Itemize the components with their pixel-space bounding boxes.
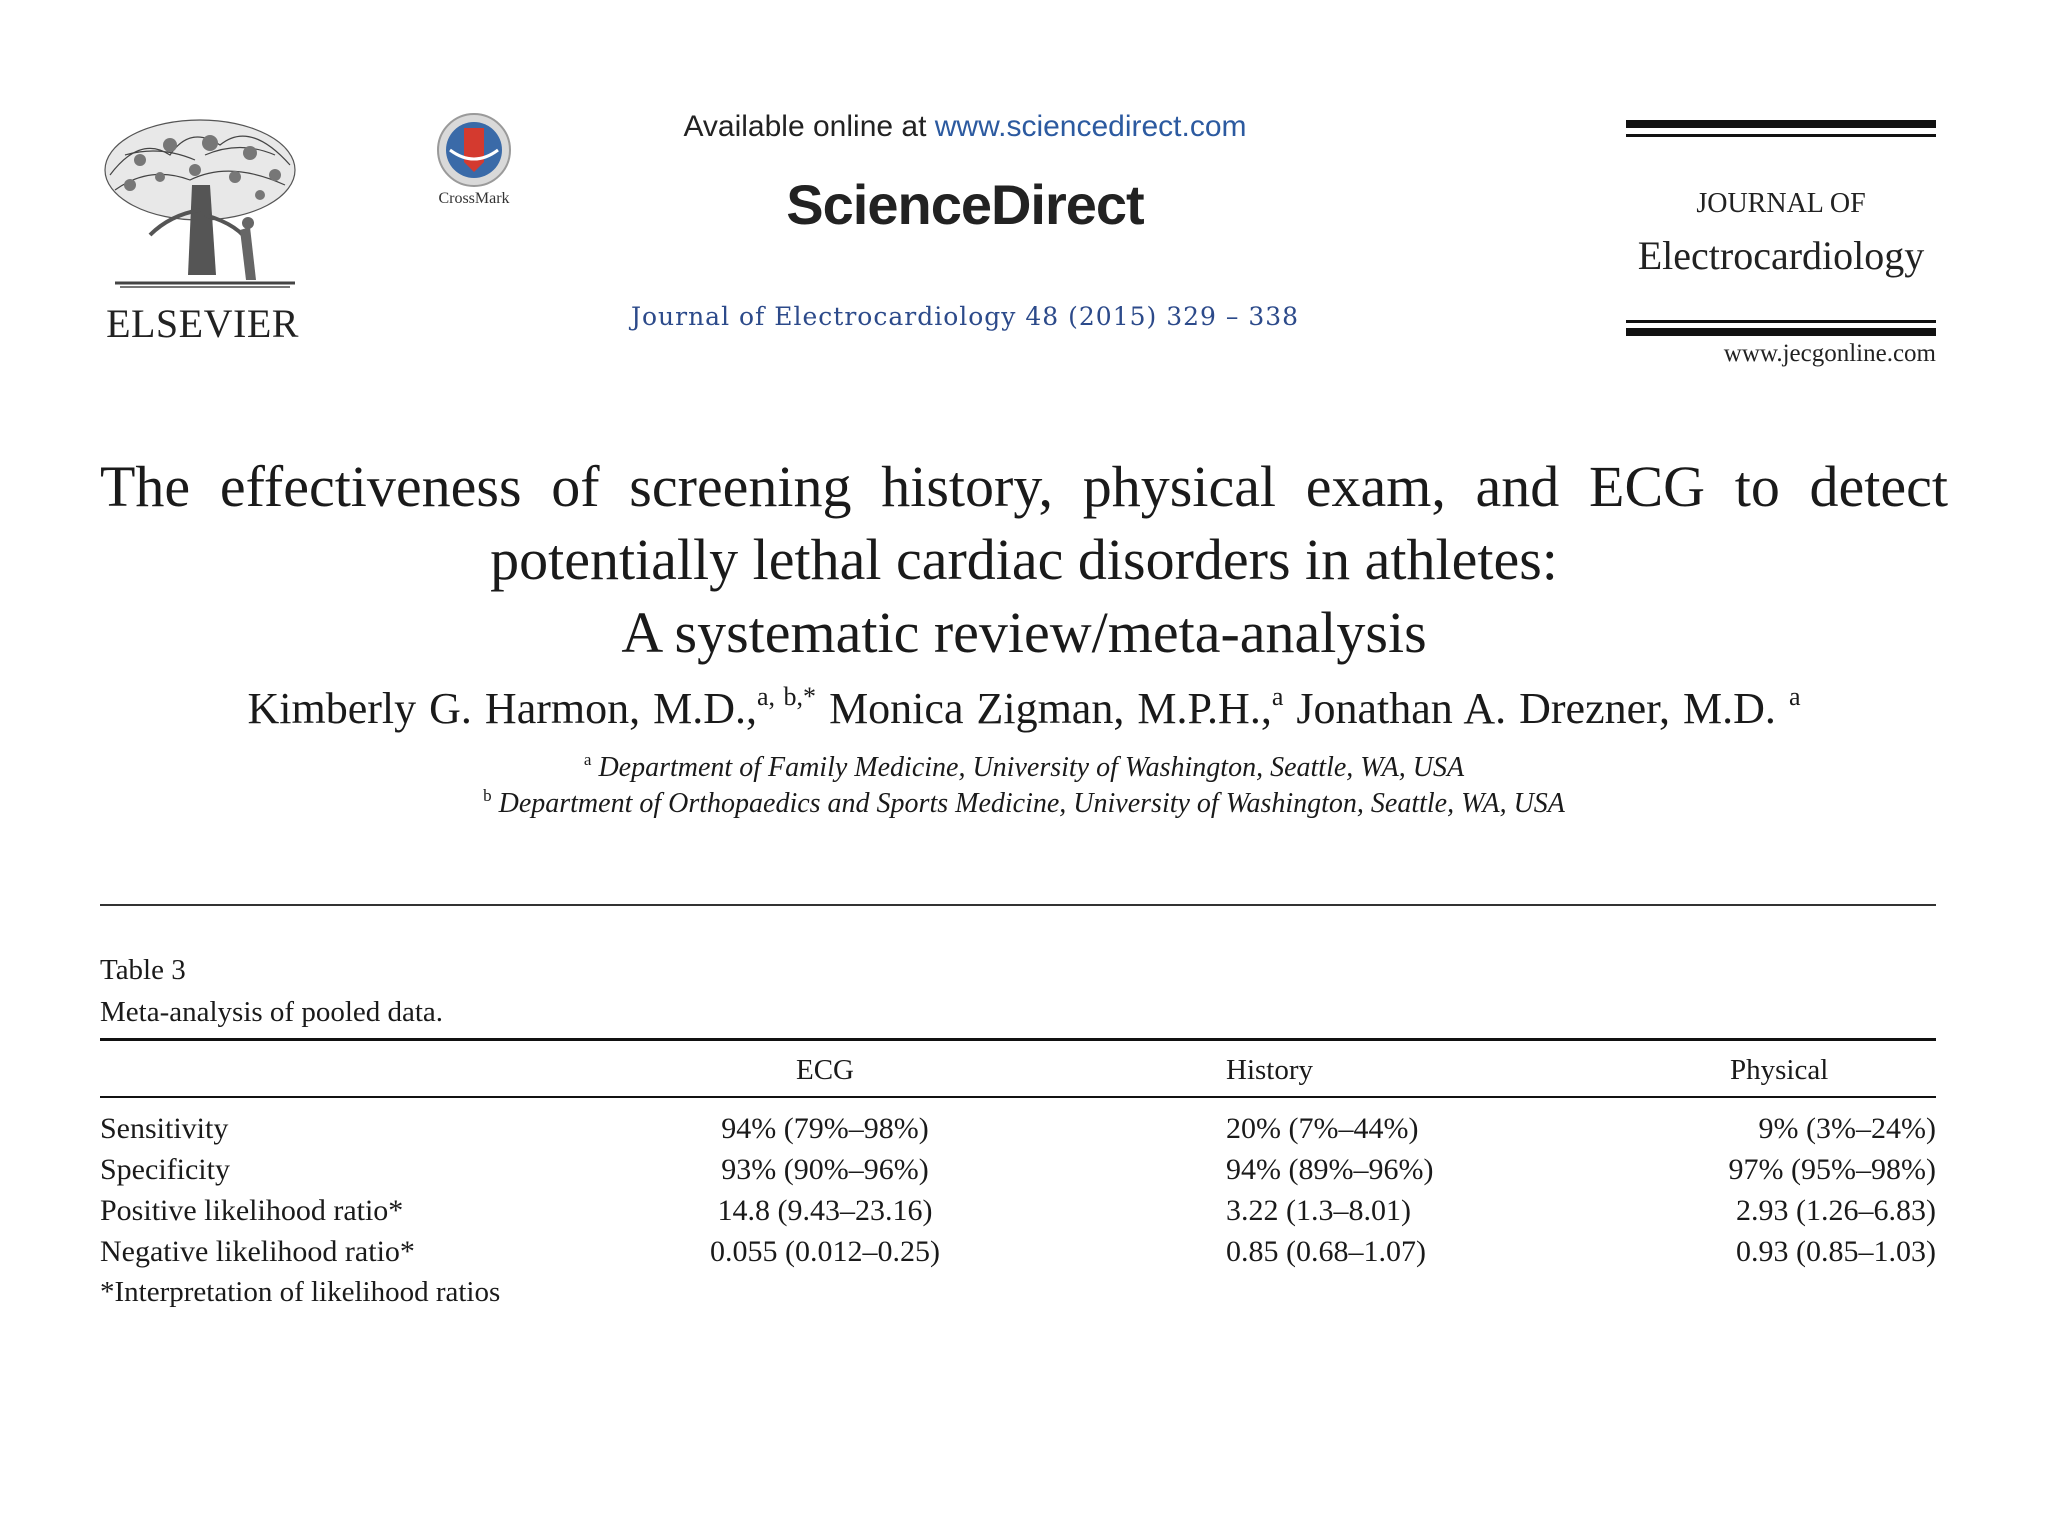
table-cell: 0.055 (0.012–0.25): [710, 1235, 940, 1268]
author-name: Monica Zigman, M.P.H.,: [829, 684, 1272, 733]
sciencedirect-logo: ScienceDirect: [786, 173, 1144, 236]
title-line: The effectiveness of screening history, physical exam, and ECG to detect: [100, 454, 1948, 519]
row-label: Sensitivity: [100, 1112, 229, 1145]
elsevier-logo: [100, 115, 305, 346]
affiliation: [80, 786, 1968, 820]
column-header-history: History: [1226, 1054, 1313, 1086]
crossmark-badge[interactable]: [428, 112, 520, 212]
journal-citation: Journal of Electrocardiology 48 (2015) 329 – 338: [630, 302, 1300, 331]
author-affiliation-mark: a, b,*: [757, 682, 817, 711]
author-list: [80, 682, 1968, 734]
article-title: [80, 450, 1968, 669]
table-cell: 0.85 (0.68–1.07): [1226, 1235, 1426, 1268]
masthead-rule: [1626, 134, 1936, 137]
table-cell: 2.93 (1.26–6.83): [1736, 1194, 1936, 1227]
sciencedirect-link[interactable]: www.sciencedirect.com: [934, 110, 1247, 143]
affiliation: [80, 750, 1968, 784]
elsevier-tree-icon: [100, 115, 305, 295]
table-footnote: *Interpretation of likelihood ratios: [100, 1276, 501, 1308]
table-caption: Meta-analysis of pooled data.: [100, 996, 444, 1028]
title-line: potentially lethal cardiac disorders in athletes:: [490, 527, 1558, 592]
table-cell: 97% (95%–98%): [1728, 1153, 1936, 1186]
table-title: Table 3: [100, 954, 186, 986]
masthead-rule: [1626, 320, 1936, 323]
row-label: Specificity: [100, 1153, 230, 1186]
table-cell: 14.8 (9.43–23.16): [717, 1194, 933, 1227]
column-header-physical: Physical: [1730, 1054, 1829, 1086]
table-cell: 9% (3%–24%): [1758, 1112, 1936, 1145]
section-divider: [100, 904, 1936, 906]
affiliation-mark: a: [583, 750, 592, 769]
availability-line: [600, 110, 1330, 144]
column-header-ecg: ECG: [796, 1054, 854, 1086]
crossmark-label: CrossMark: [438, 190, 510, 207]
table-cell: 20% (7%–44%): [1226, 1112, 1419, 1145]
crossmark-icon: [428, 112, 520, 192]
table-top-rule: [100, 1038, 1936, 1041]
masthead-rule: [1626, 120, 1936, 128]
affiliation-text: Department of Orthopaedics and Sports Medicine, University of Washington, Seattle, WA, USA: [498, 788, 1565, 819]
row-label: Positive likelihood ratio*: [100, 1194, 404, 1227]
table-cell: 94% (89%–96%): [1226, 1153, 1434, 1186]
row-label: Negative likelihood ratio*: [100, 1235, 415, 1268]
author-name: Jonathan A. Drezner, M.D.: [1296, 684, 1776, 733]
available-text: Available online at: [683, 110, 927, 143]
title-line: A systematic review/meta-analysis: [621, 600, 1427, 665]
table-cell: 0.93 (0.85–1.03): [1736, 1235, 1936, 1268]
journal-name: Electrocardiology: [1637, 233, 1925, 278]
journal-url-link[interactable]: www.jecgonline.com: [1723, 340, 1936, 367]
table-cell: 93% (90%–96%): [721, 1153, 929, 1186]
masthead-rule: [1626, 328, 1936, 336]
table-header-rule: [100, 1096, 1936, 1098]
table-cell: 94% (79%–98%): [721, 1112, 929, 1145]
affiliation-mark: b: [483, 786, 492, 805]
author-affiliation-mark: a: [1271, 682, 1284, 711]
journal-of-label: JOURNAL OF: [1696, 188, 1866, 219]
table-cell: 3.22 (1.3–8.01): [1226, 1194, 1411, 1227]
publisher-name: ELSEVIER: [106, 301, 299, 346]
author-name: Kimberly G. Harmon, M.D.,: [247, 684, 758, 733]
author-affiliation-mark: a: [1788, 682, 1801, 711]
affiliation-text: Department of Family Medicine, University of Washington, Seattle, WA, USA: [598, 752, 1465, 783]
